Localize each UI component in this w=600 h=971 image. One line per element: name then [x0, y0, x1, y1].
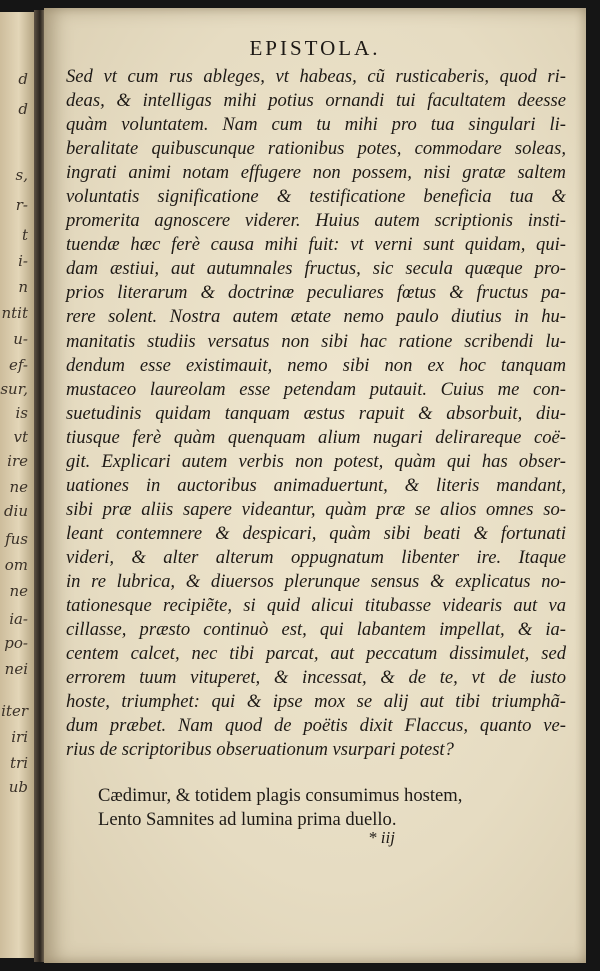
text-line: videri, & alter alterum oppugnatum libenter ire. Itaque — [66, 546, 566, 568]
facing-page-fragment: ire — [7, 452, 28, 470]
facing-page-fragment: ne — [9, 478, 28, 496]
facing-page-fragment: ntit — [1, 304, 28, 322]
facing-page-fragment: ne — [9, 582, 28, 600]
facing-page-fragment: s, — [15, 166, 28, 184]
facing-page-fragment: diu — [3, 502, 28, 520]
facing-page-fragment: sur, — [0, 380, 28, 398]
facing-page-fragment: iter — [1, 702, 28, 720]
verse-quotation — [98, 784, 462, 832]
text-line: voluntatis significatione & testificatione beneficia tua & — [66, 186, 566, 208]
facing-page-fragment: nei — [4, 660, 28, 678]
text-line: prios literarum & doctrinæ peculiares fœtus & fructus pa- — [66, 282, 566, 304]
text-line: centem calcet, nec tibi parcat, aut peccatum dissimulet, sed — [66, 643, 566, 665]
facing-page-fragment: ia- — [9, 610, 28, 628]
text-line: in re lubrica, & diuersos plerunque sensus & explicatus no- — [66, 570, 566, 592]
text-line: dum præbet. Nam quod de poëtis dixit Flaccus, quanto ve- — [66, 715, 566, 737]
facing-page-fragment: is — [15, 404, 28, 422]
epistola-body-text — [66, 65, 566, 762]
facing-page-fragment: ef- — [9, 356, 28, 374]
text-line: ingrati animi notam effugere non possem, nisi gratæ saltem — [66, 162, 566, 184]
facing-page-fragment: t — [21, 226, 28, 244]
facing-page-fragment: tri — [10, 754, 28, 772]
book-page — [44, 8, 586, 963]
text-line: rere solent. Nostra autem ætate nemo paulo diutius in hu- — [66, 306, 566, 328]
facing-page-fragment: fus — [5, 530, 28, 548]
facing-page-fragment: po- — [4, 634, 28, 652]
text-line: tiusque ferè quàm quenquam alium nugari delirareque coë- — [66, 426, 566, 448]
facing-page-fragment: ub — [8, 778, 28, 796]
facing-page-fragment: i- — [18, 252, 28, 270]
facing-page-fragment: om — [4, 556, 28, 574]
text-line: leant contemnere & despicari, quàm sibi beati & fortunati — [66, 522, 566, 544]
facing-page-fragment: r- — [15, 196, 28, 214]
facing-page-fragment: iri — [11, 728, 28, 746]
verse-line: Cædimur, & totidem plagis consumimus hostem, — [98, 785, 463, 806]
text-line: deas, & intelligas mihi potius ornandi tui facultatem deesse — [66, 90, 566, 112]
facing-page-fragment: d — [18, 100, 28, 118]
text-line: cillasse, præsto continuò est, qui labantem impellat, & ia- — [66, 619, 566, 641]
text-line: Sed vt cum rus ableges, vt habeas, cũ rusticaberis, quod ri- — [66, 66, 566, 87]
text-line: beralitate quibuscunque rationibus potes, commodare soleas, — [66, 138, 566, 160]
text-line: sibi præ aliis sapere videantur, quàm præ se alios omnes so- — [66, 498, 566, 520]
facing-page-edge — [0, 12, 34, 958]
text-line: tuendæ hæc ferè causa mihi fuit: vt verni sunt quidam, qui- — [66, 234, 566, 256]
verse-line: Lento Samnites ad lumina prima duello. — [98, 809, 397, 830]
facing-page-fragment: vt — [13, 428, 28, 446]
running-head: EPISTOLA. — [249, 36, 381, 60]
text-line: dam æstiui, aut autumnales fructus, sic secula quæque pro- — [66, 258, 566, 280]
facing-page-fragment: u- — [13, 330, 28, 348]
text-line: uationes in auctoribus animaduertunt, & literis mandant, — [66, 474, 566, 496]
text-line: suetudinis quidam tanquam æstus rapuit & absorbuit, diu- — [66, 402, 566, 424]
text-line: tationesque recipiẽte, si quid alicui titubasse videaris aut va — [66, 595, 566, 617]
facing-page-fragment: d — [18, 70, 28, 88]
text-line: promerita agnoscere viderer. Huius autem scriptionis insti- — [66, 210, 566, 232]
facing-page-fragment: n — [18, 278, 28, 296]
text-line: quàm voluntatem. Nam cum tu mihi pro tua singulari li- — [66, 114, 566, 136]
text-line: mustaceo laureolam esse petendam putauit. Cuius me con- — [66, 378, 566, 400]
text-line: errorem tuum vituperet, & incessat, & de te, vt de iusto — [66, 667, 566, 689]
signature-mark: * iij — [368, 828, 395, 847]
text-line: git. Explicari autem verbis non potest, quàm qui has obser- — [66, 450, 566, 472]
book-gutter — [34, 10, 44, 962]
text-line: dendum esse existimauit, nemo sibi non ex hoc tanquam — [66, 354, 566, 376]
text-line: rius de scriptoribus obseruationum vsurpari potest? — [66, 739, 454, 761]
text-line: hoste, triumphet: qui & ipse mox se alij aut tibi triumphã- — [66, 691, 566, 713]
text-line: manitatis studiis versatus non sibi hac ratione scribendi lu- — [66, 330, 566, 352]
